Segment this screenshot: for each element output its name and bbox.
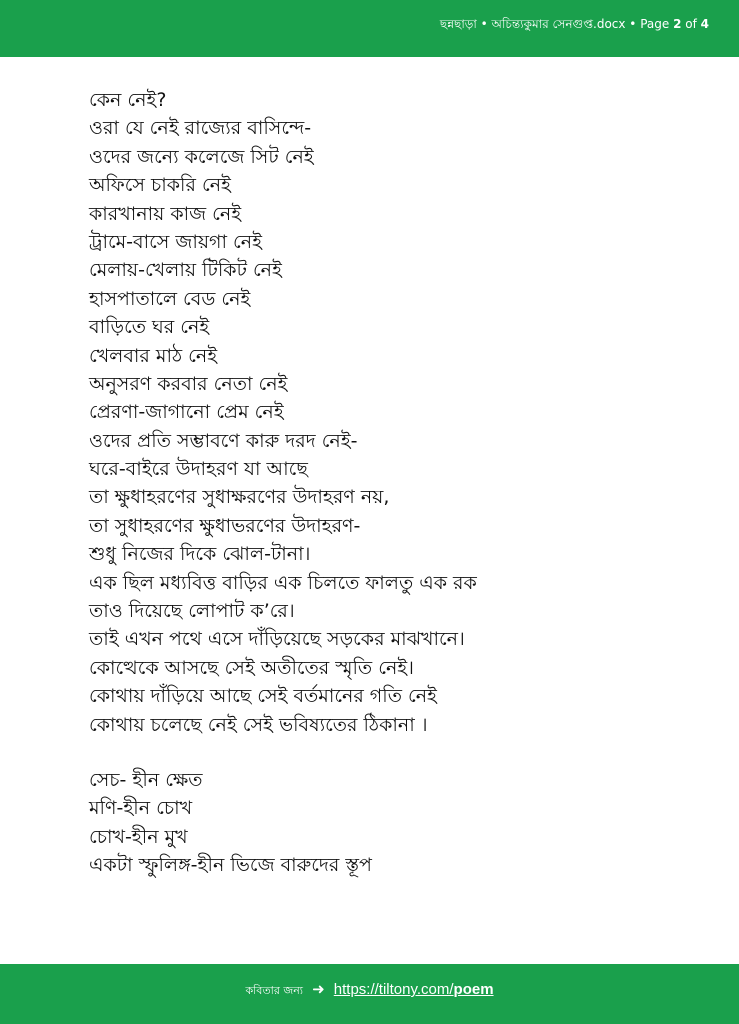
poem-line: তা সুধাহরণের ক্ষুধাভরণের উদাহরণ- [89,514,361,537]
poem-line: তাই এখন পথে এসে দাঁড়িয়েছে সড়কের মাঝখানে। [89,628,465,651]
poem-line: ট্রামে-বাসে জায়গা নেই [89,230,262,253]
poem-line: কারখানায় কাজ নেই [89,202,242,225]
poem-line: সেচ- হীন ক্ষেত [89,769,203,791]
poem-line: ওরা যে নেই রাজ্যের বাসিন্দে- [89,117,312,140]
poem-line: এক ছিল মধ্যবিত্ত বাড়ির এক চিলতে ফালতু এক রক [89,571,477,594]
header-bar [0,0,739,57]
poem-line: অনুসরণ করবার নেতা নেই [89,372,288,395]
poem-line: মণি-হীন চোখ [89,797,193,820]
poem-site-link[interactable] [334,981,494,998]
poem-line: কেন নেই? [89,89,167,111]
footer-content [0,979,739,1001]
poem-line: চোখ-হীন মুখ [89,825,188,848]
arrow-right-icon: ➜ [312,980,325,998]
poem-line: তা ক্ষুধাহরণের সুধাক্ষরণের উদাহরণ নয়, [89,486,390,509]
poem-line: কোথায় দাঁড়িয়ে আছে সেই বর্তমানের গতি নেই [89,685,437,708]
poem-line: তাও দিয়েছে লোপাট ক’রে। [89,600,295,623]
poem-line: অফিসে চাকরি নেই [89,174,231,197]
poem-line: ওদের জন্যে কলেজে সিট নেই [89,145,314,168]
poem-line: বাড়িতে ঘর নেই [89,316,210,339]
poem-stanza-1 [89,86,689,739]
link-bold-part: poem [453,981,494,998]
poem-line: খেলবার মাঠ নেই [89,344,218,367]
document-info [440,16,709,36]
poem-line: কোত্থেকে আসছে সেই অতীতের স্মৃতি নেই। [89,656,414,679]
poem-line: ঘরে-বাইরে উদাহরণ যা আছে [89,458,308,481]
doc-title-page-label: ছন্নছাড়া • অচিন্ত্যকুমার সেনগুপ্ত.docx • Page [439,17,674,31]
poem-line: একটা স্ফুলিঙ্গ-হীন ভিজে বারুদের স্তূপ [89,854,372,877]
poem-line: কোথায় চলেছে নেই সেই ভবিষ্যতের ঠিকানা । [89,713,428,736]
footer-label: কবিতার জন্য [245,984,303,997]
page-total: 4 [700,17,709,31]
poem-line: ওদের প্রতি সম্ভাবণে কারু দরদ নেই- [89,429,358,452]
footer-bar [0,964,739,1024]
link-prefix: https://tiltony.com/ [333,981,454,998]
page-current: 2 [673,17,682,31]
poem-line: শুধু নিজের দিকে ঝোল-টানা। [89,543,311,566]
page-separator: of [681,17,701,31]
poem-stanza-2 [89,766,689,880]
poem-line: মেলায়-খেলায় টিকিট নেই [89,259,282,282]
poem-line: হাসপাতালে বেড নেই [89,287,251,310]
poem-line: প্রেরণা-জাগানো প্রেম নেই [89,401,284,424]
